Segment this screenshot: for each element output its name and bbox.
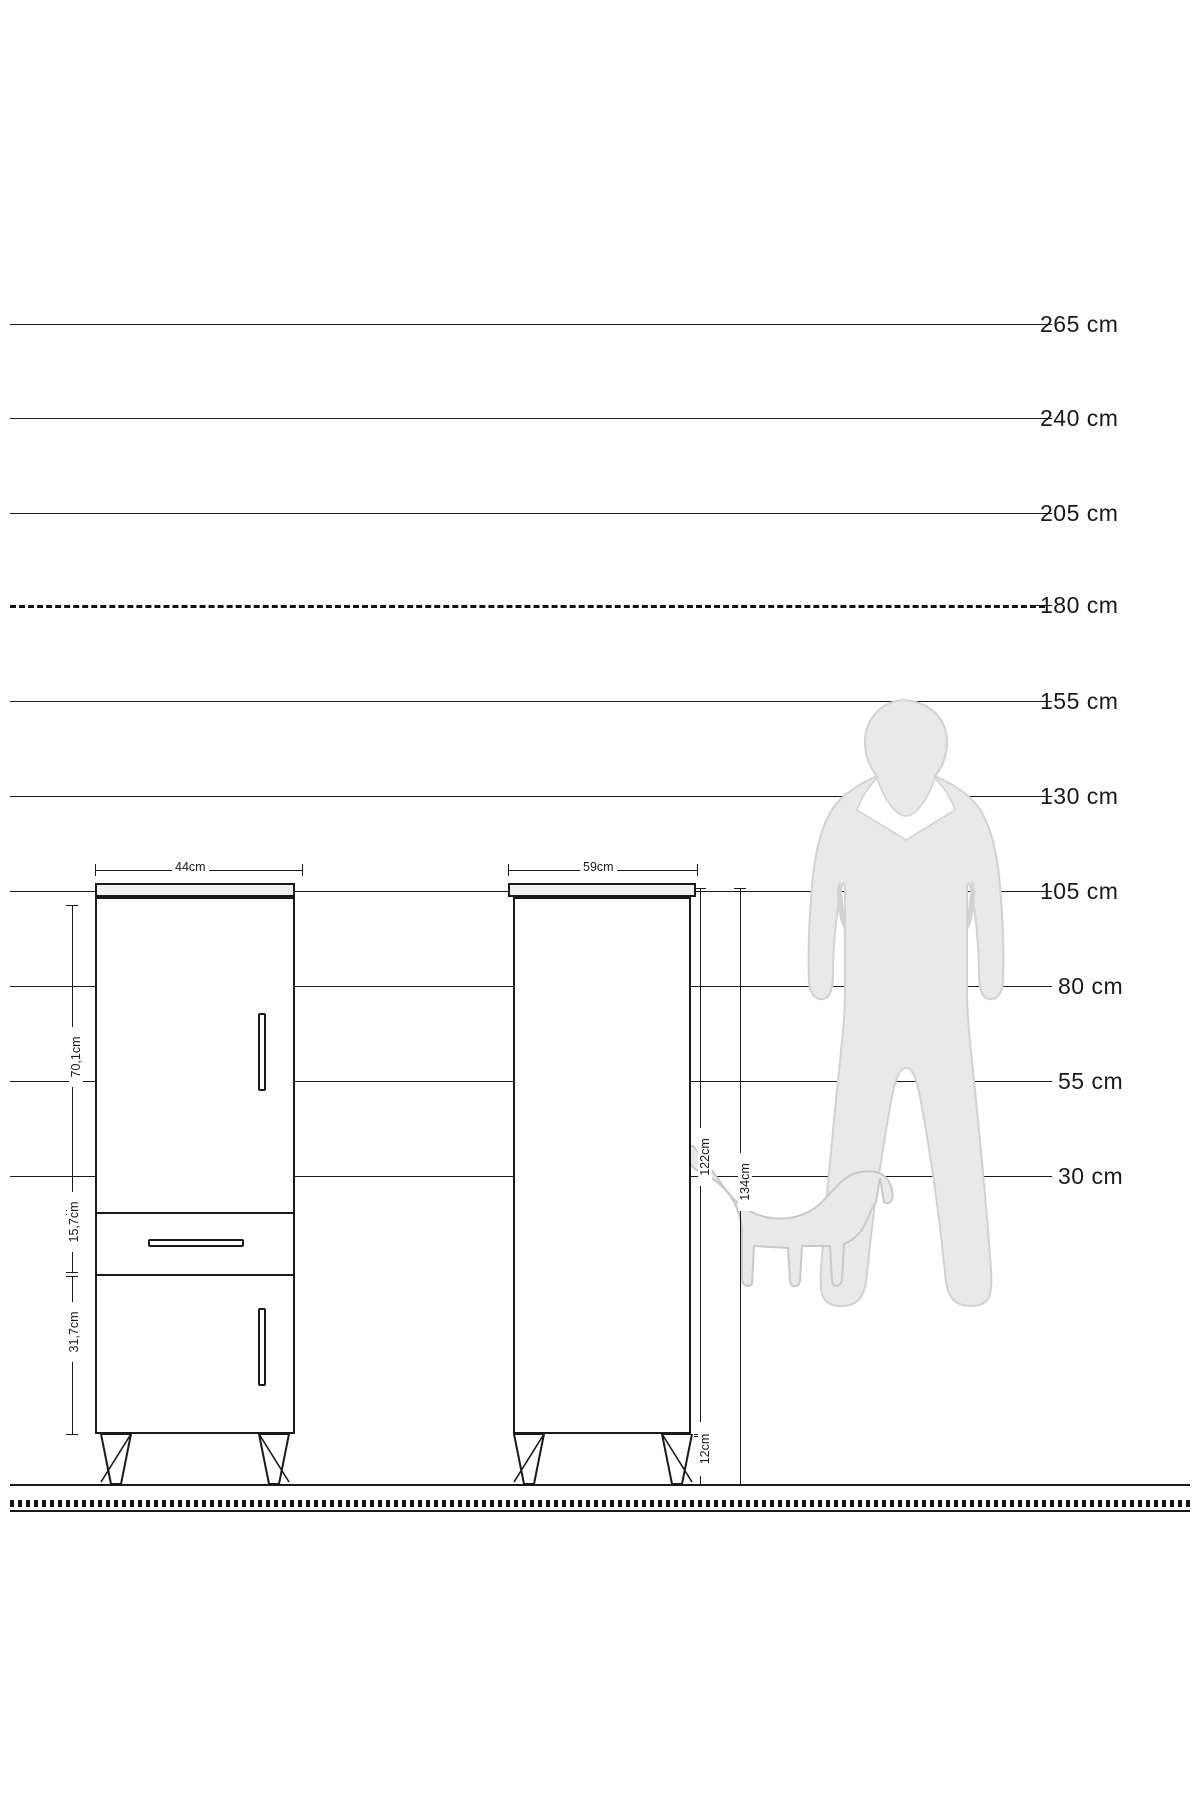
left-cabinet-dim-seg1-cap-top bbox=[66, 905, 78, 906]
scale-line-240 bbox=[10, 418, 1045, 419]
scale-line-265 bbox=[10, 324, 1045, 325]
scale-label-80: 80 cm bbox=[1058, 973, 1124, 999]
right-cabinet-height-dim bbox=[700, 888, 701, 1484]
scale-label-130: 130 cm bbox=[1040, 783, 1119, 809]
left-cabinet-legs bbox=[95, 1434, 295, 1490]
scale-label-240: 240 cm bbox=[1040, 405, 1119, 431]
left-cabinet-width-cap-right bbox=[302, 864, 303, 876]
right-cabinet-leg-height-label: 12cm bbox=[698, 1422, 712, 1476]
left-cabinet-dim-seg1-label: 70,1cm bbox=[69, 1027, 83, 1087]
left-cabinet-dim-seg3-label: 31,7cm bbox=[67, 1302, 81, 1362]
floor-hatch-band bbox=[10, 1500, 1190, 1507]
left-cabinet-dim-seg2-cap-bottom bbox=[66, 1272, 78, 1273]
scale-label-55: 55 cm bbox=[1058, 1068, 1124, 1094]
right-cabinet-height-cap-top bbox=[694, 888, 706, 889]
left-cabinet-top bbox=[95, 883, 295, 897]
left-cabinet-dim-seg2-label: 15,7cm bbox=[67, 1192, 81, 1252]
scale-label-30: 30 cm bbox=[1058, 1163, 1124, 1189]
right-cabinet-top bbox=[508, 883, 696, 897]
right-cabinet-width-label: 59cm bbox=[580, 860, 617, 874]
left-cabinet-handle-drawer[interactable] bbox=[148, 1239, 244, 1247]
cat-silhouette bbox=[680, 1128, 900, 1303]
left-cabinet-handle-top[interactable] bbox=[258, 1013, 266, 1091]
right-cabinet-body bbox=[513, 897, 691, 1434]
right-cabinet-width-cap-left bbox=[508, 864, 509, 876]
left-cabinet-width-label: 44cm bbox=[172, 860, 209, 874]
left-cabinet-dim-seg3-cap-bottom bbox=[66, 1434, 78, 1435]
scale-label-105: 105 cm bbox=[1040, 878, 1119, 904]
left-cabinet-handle-bottom[interactable] bbox=[258, 1308, 266, 1386]
left-cabinet-dim-seg3-cap-top bbox=[66, 1276, 78, 1277]
right-cabinet-total-cap-top bbox=[734, 888, 746, 889]
left-cabinet-width-cap-left bbox=[95, 864, 96, 876]
right-cabinet-legs bbox=[508, 1434, 698, 1490]
scale-label-205: 205 cm bbox=[1040, 500, 1119, 526]
scale-label-155: 155 cm bbox=[1040, 688, 1119, 714]
right-cabinet-height-label: 122cm bbox=[698, 1128, 712, 1186]
scale-line-205 bbox=[10, 513, 1045, 514]
right-cabinet-total-height-label: 134cm bbox=[738, 1153, 752, 1211]
floor-top-line bbox=[10, 1484, 1190, 1486]
floor-bottom-line bbox=[10, 1510, 1190, 1512]
scale-line-180 bbox=[10, 605, 1045, 608]
scale-label-180: 180 cm bbox=[1040, 592, 1119, 618]
left-cabinet-divider-1 bbox=[95, 1212, 295, 1214]
right-cabinet-width-cap-right bbox=[697, 864, 698, 876]
left-cabinet-divider-2 bbox=[95, 1274, 295, 1276]
scale-label-265: 265 cm bbox=[1040, 311, 1119, 337]
